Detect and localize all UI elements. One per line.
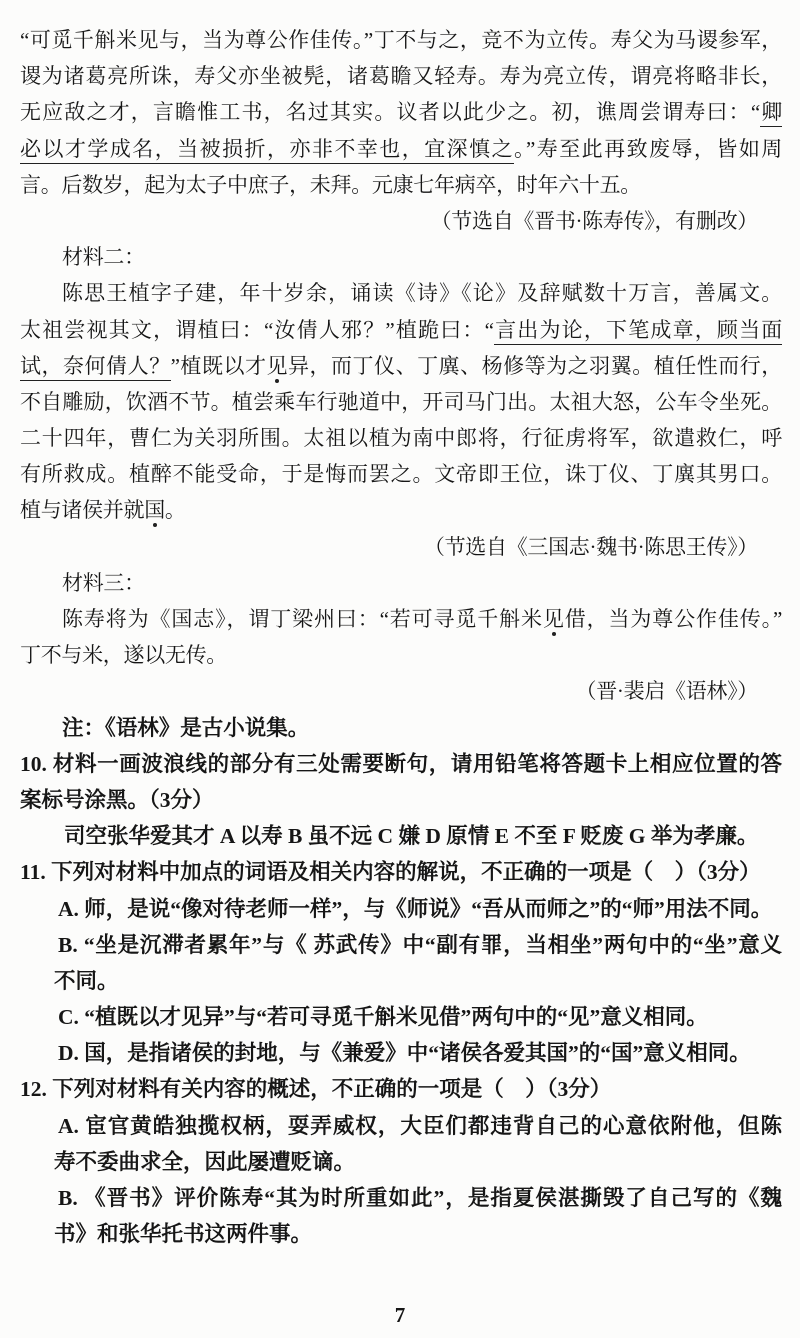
text-segment: 丁不与米，遂以无传。 (20, 643, 227, 668)
text-segment: 书》和张华托书这两件事。 (54, 1222, 313, 1247)
material-heading (20, 565, 782, 601)
option-line (20, 927, 782, 963)
text-segment: （节选自《三国志·魏书·陈思王传》） (423, 534, 758, 559)
material-heading (20, 239, 782, 275)
passage-line (20, 420, 782, 456)
question-line (20, 782, 782, 818)
page-number: 7 (394, 1303, 406, 1327)
passage-line (20, 58, 782, 94)
text-segment: 二十四年，曹仁为关羽所围。太祖以植为南中郎将，行征虏将军，欲遣救仁，呼 (20, 426, 782, 451)
emphasis-dot-char: 见 (266, 353, 288, 378)
text-segment: 不自雕励，饮酒不节。植尝乘车行驰道中，开司马门出。太祖大怒，公车令坐死。 (20, 389, 782, 414)
text-segment: （节选自《晋书·陈寿传》，有删改） (430, 208, 758, 233)
text-segment: 陈寿将为《国志》，谓丁梁州曰：“若可寻觅千斛米 (62, 607, 543, 631)
text-segment: 11. 下列对材料中加点的词语及相关内容的解说，不正确的一项是（ ）（3分） (20, 860, 761, 885)
passage-line (20, 131, 782, 167)
passage-line (20, 167, 782, 203)
text-segment: 12. 下列对材料有关内容的概述，不正确的一项是（ ）（3分） (20, 1077, 612, 1102)
option-line (20, 891, 782, 927)
passage-line (20, 275, 782, 311)
text-segment: ”植既以才 (170, 353, 267, 378)
text-segment: B. 《晋书》评价陈寿“其为时所重如此”，是指夏侯湛撕毁了自己写的《魏 (58, 1186, 782, 1210)
text-segment: （晋·裴启《语林》） (575, 679, 758, 704)
emphasis-dot-char: 国 (144, 498, 165, 523)
text-segment: 陈思王植字子建，年十岁余，诵读《诗》《论》及辞赋数十万言，善属文。 (62, 281, 782, 306)
text-segment: 案标号涂黑。（3分） (20, 787, 214, 812)
underlined-text: 试，奈何倩人？ (20, 354, 171, 381)
text-segment: 太祖尝视其文，谓植曰：“汝倩人邪？”植跪曰：“ (20, 317, 494, 342)
text-segment: 异，而丁仪、丁廙、杨修等为之羽翼。植任性而行， (288, 353, 782, 378)
text-segment: 材料三： (62, 570, 145, 595)
text-segment: A. 宦官黄皓独揽权柄，耍弄威权，大臣们都违背自己的心意依附他，但陈 (58, 1113, 782, 1138)
question-line (20, 746, 782, 782)
option-line (20, 1180, 782, 1216)
passage-line (20, 94, 782, 130)
passage-line (20, 637, 782, 673)
option-line-continued (20, 1144, 782, 1180)
text-segment: 谡为诸葛亮所诛，寿父亦坐被髡，诸葛瞻又轻寿。寿为亮立传，谓亮将略非长， (20, 64, 782, 89)
text-segment: A. 师，是说“像对待老师一样”，与《师说》“吾从而师之”的“师”用法不同。 (58, 896, 773, 921)
text-segment: 借，当为尊公作佳传。” (564, 607, 782, 631)
option-line (20, 999, 782, 1035)
text-segment: 无应敌之才，言瞻惟工书，名过其实。议者以此少之。初，谯周尝谓寿曰：“ (20, 100, 760, 125)
passage-line (20, 312, 782, 348)
source-attribution (20, 203, 782, 239)
passage-line (20, 456, 782, 492)
text-segment: 不同。 (54, 968, 119, 993)
source-attribution (20, 673, 782, 709)
text-segment: 言。后数岁，起为太子中庶子，未拜。元康七年病卒，时年六十五。 (20, 172, 641, 197)
passage-line (20, 22, 782, 58)
text-segment: 司空张华爱其才 A 以寿 B 虽不远 C 嫌 D 原情 E 不至 F 贬废 G 举为孝廉。 (64, 824, 759, 849)
text-segment: 植与诸侯并就 (20, 498, 145, 523)
option-line (20, 1108, 782, 1144)
option-line (20, 1035, 782, 1071)
text-segment: 寿不委曲求全，因此屡遭贬谪。 (54, 1149, 356, 1174)
source-attribution (20, 529, 782, 565)
option-line-continued (20, 1216, 782, 1252)
text-segment: 注：《语林》是古小说集。 (62, 715, 310, 740)
sentence-stem-line (20, 818, 782, 854)
passage-line (20, 384, 782, 420)
text-segment: 。 (164, 498, 186, 523)
underlined-text: 必以才学成名，当被损折，亦非不幸也，宜深慎之 (20, 137, 514, 164)
text-segment: 有所救成。植醉不能受命，于是悔而罢之。文帝即王位，诛丁仪、丁廙其男口。 (20, 462, 782, 487)
passage-line (20, 348, 782, 384)
text-segment: D. 国，是指诸侯的封地，与《兼爱》中“诸侯各爱其国”的“国”意义相同。 (58, 1041, 751, 1066)
text-segment: 。”寿至此再致废辱，皆如周 (514, 136, 782, 161)
question-line (20, 1071, 782, 1107)
note-line (20, 710, 782, 746)
text-segment: 10. 材料一画波浪线的部分有三处需要断句，请用铅笔将答题卡上相应位置的答 (20, 751, 782, 776)
text-segment: B. “坐是沉滞者累年”与《 苏武传》中“副有罪，当相坐”两句中的“坐”意义 (58, 932, 782, 957)
passage-line (20, 492, 782, 528)
underlined-text: 卿 (760, 100, 782, 127)
text-segment: C. “植既以才见异”与“若可寻觅千斛米见借”两句中的“见”意义相同。 (58, 1005, 708, 1030)
option-line-continued (20, 963, 782, 999)
passage-line (20, 601, 782, 637)
emphasis-dot-char: 见 (542, 607, 565, 631)
text-segment: “可觅千斛米见与，当为尊公作佳传。”丁不与之，竞不为立传。寿父为马谡参军， (20, 28, 782, 52)
underlined-text: 言出为论，下笔成章，顾当面 (494, 318, 782, 345)
question-line (20, 854, 782, 890)
text-segment: 材料二： (62, 245, 145, 270)
